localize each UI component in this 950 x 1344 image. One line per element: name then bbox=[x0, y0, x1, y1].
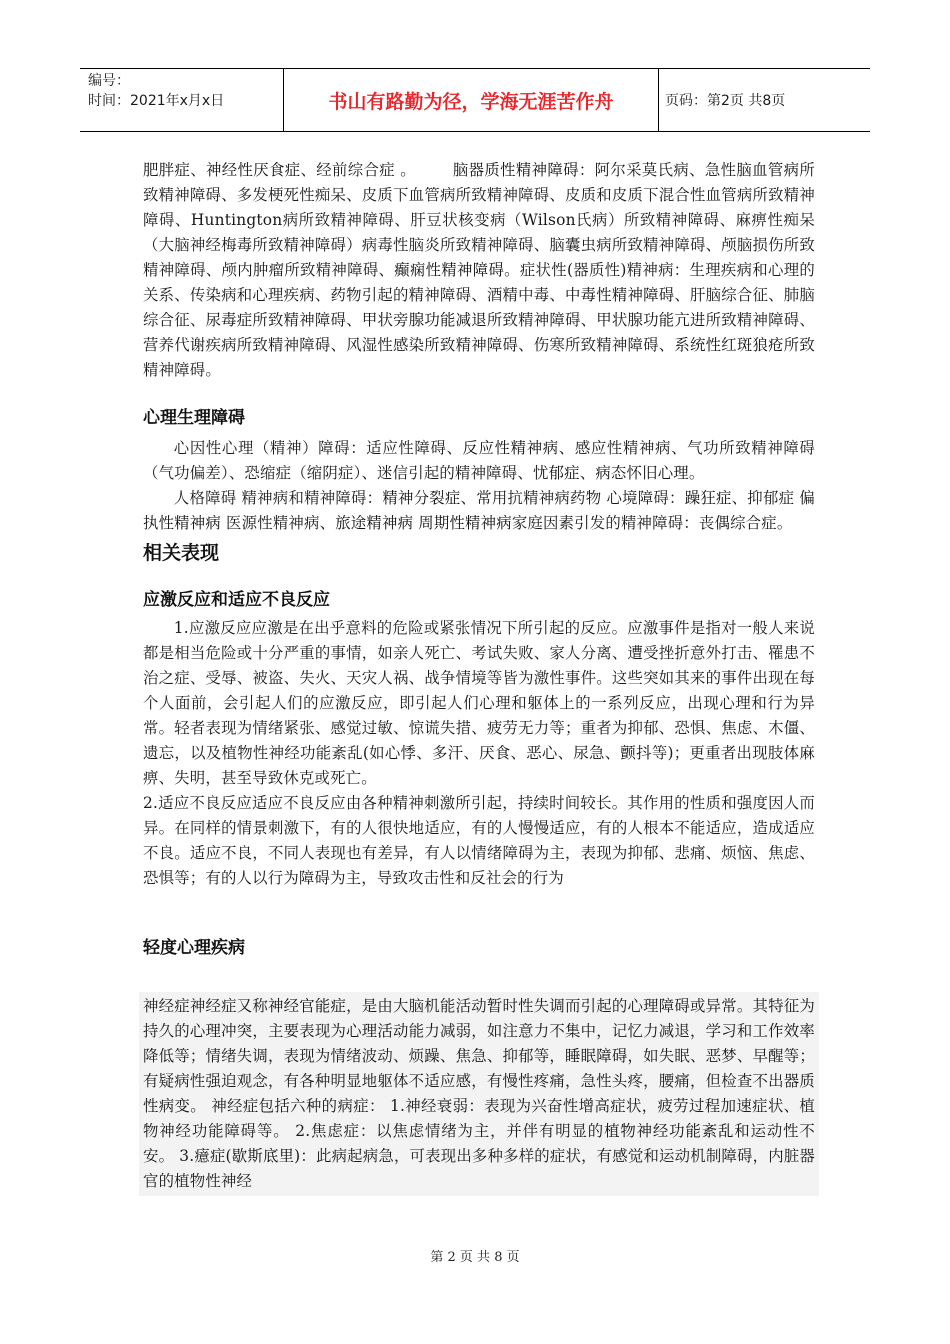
text-span: 医源性精神病、 bbox=[220, 514, 336, 532]
section-heading: 心理生理障碍 bbox=[143, 408, 245, 428]
header-page-info: 页码：第2页 共8页 bbox=[665, 93, 786, 109]
term: 尿急 bbox=[573, 744, 605, 762]
text-span: 所致精神障碍、 bbox=[486, 311, 597, 329]
term: 尿毒症 bbox=[205, 311, 253, 329]
text-span: 降低等；情绪失调，表现为情绪波动、烦躁、焦急、抑郁等， bbox=[143, 1047, 565, 1065]
term: 系统性红斑狼疮 bbox=[674, 336, 784, 354]
text-span: 和运动性不安。 3.癔症( bbox=[143, 1122, 815, 1165]
term: 工作效率 bbox=[752, 1022, 815, 1040]
text-span: 、感应性精神病、气功所致精神障碍（气功偏差）、恐缩症（缩阴症）、迷信引起的精神障碍、 bbox=[143, 439, 816, 482]
term: 恶心 bbox=[526, 744, 558, 762]
term: 神经性厌食症 bbox=[206, 161, 301, 179]
text-span: 、抑郁症 bbox=[731, 489, 800, 507]
text-span: ，主要表现为 bbox=[252, 1022, 347, 1040]
text-span: 、 bbox=[510, 744, 527, 762]
text-span: 家庭因素引发的精神障碍：丧偶综合症。 bbox=[511, 514, 793, 532]
term: 癫痫性精神障碍 bbox=[394, 261, 505, 279]
term: 脑血管病 bbox=[736, 161, 800, 179]
text-span: 人格障碍 精神病和精神障碍： bbox=[173, 489, 383, 507]
text-span: 。 神经症包括六种的病症： 1.神经衰弱：表现为兴奋性增高症状，疲劳过程加速症状、植物神经功能障碍等。 2.焦虑症：以焦虑情绪为主，并伴有明显的 bbox=[143, 1097, 815, 1140]
text-span: 、 bbox=[416, 744, 432, 762]
paragraph-neurosis bbox=[139, 992, 819, 1196]
paragraph-maladjustment: 2.适应不良反应适应不良反应由各种精神刺激所引起，持续时间较长。其作用的性质和强度因人而异。在同样的情景刺激下，有的人很快地适应，有的人慢慢适应，有的人根本不能适应，造成适应不良。适应不良，不同人表现也有差异，有人以情绪障碍为主，表现为抑郁、悲痛、烦恼、焦虑、恐惧等；有的人以行为障碍为主，导致攻击性和反社会的行为 bbox=[143, 794, 815, 887]
section-heading: 轻度心理疾病 bbox=[143, 938, 245, 958]
text-span: 、 bbox=[463, 744, 480, 762]
text-span: 能力减弱，如注意力不集中，记忆力减退，学习和 bbox=[408, 1022, 753, 1040]
text-span: 、常用抗精神病药物 心境障碍： bbox=[460, 489, 685, 507]
term: 病态怀旧心理 bbox=[595, 464, 689, 482]
paragraph-disorders bbox=[143, 158, 815, 383]
term: 多汗 bbox=[431, 744, 464, 762]
text-span: 、肝脑综合征、肺脑综合征、 bbox=[143, 286, 815, 329]
text-span: 心因性心理（精神）障碍：适应性障碍、 bbox=[173, 439, 463, 457]
text-span: ：阿尔采莫氏病、急性 bbox=[578, 161, 737, 179]
text-span: 、 bbox=[557, 744, 574, 762]
term: 忧郁症 bbox=[532, 464, 580, 482]
paragraph-psychogenic bbox=[143, 436, 815, 486]
term: 甲状旁腺功能减退 bbox=[361, 311, 487, 329]
term: 精神分裂症 bbox=[382, 489, 461, 507]
header-motto: 书山有路勤为径，学海无涯苦作舟 bbox=[283, 69, 659, 131]
section-heading: 相关表现 bbox=[143, 542, 220, 564]
term: 植物神经功能紊乱 bbox=[604, 1122, 735, 1140]
code-label: 编号： bbox=[88, 73, 130, 89]
paragraph-stress bbox=[143, 616, 815, 791]
text-span: 所致精神障碍、 bbox=[252, 311, 362, 329]
text-span: 。 bbox=[688, 464, 705, 482]
term: 甲状腺功能亢进 bbox=[596, 311, 706, 329]
main-content bbox=[143, 158, 815, 1196]
text-span: 、 bbox=[190, 161, 207, 179]
text-span: 所致精神障碍、多发梗死性痴呆、皮质下血管病所致精神障碍、皮质和皮质下混合性血管病所致精神障碍、Huntington病所致精神障碍、肝豆状核变病（Wilson氏病）所致精神障碍、麻痹性痴呆（大脑神经梅毒所致精神障碍）病毒性脑炎所致精神障碍、脑囊虫病所致精神障碍、颅脑损伤所致精神障碍、颅内肿瘤所致精神障碍、 bbox=[143, 161, 815, 279]
term: 歇斯底里 bbox=[231, 1147, 295, 1165]
term: 厌食 bbox=[479, 744, 511, 762]
term: 反应性精神病 bbox=[462, 439, 559, 457]
text-span: 、 bbox=[579, 464, 596, 482]
term: 颤抖 bbox=[620, 744, 652, 762]
term: 中毒性精神障碍 bbox=[564, 286, 675, 304]
page-footer: 第 2 页 共 8 页 bbox=[430, 1250, 520, 1265]
time-label: 时间：2021年x月x日 bbox=[88, 93, 225, 109]
term: 心理冲突 bbox=[189, 1022, 253, 1040]
term: 器质性病变 bbox=[143, 1072, 816, 1115]
text-span: ，是由大脑机能活动暂时性失调而引起的心理障碍或异常。其特征为持久的 bbox=[143, 997, 815, 1040]
text-span: )：此病起病急，可表现出多种多样的症状，有感觉和运动机制障碍，内脏器官的植物性神经 bbox=[143, 1147, 815, 1190]
term: 周期性精神病 bbox=[418, 514, 512, 532]
header-meta bbox=[80, 69, 283, 131]
term: 肥胖症 bbox=[143, 161, 191, 179]
text-span: 等)；更重者出现肢体麻痹、失明，甚至导致休克或死亡。 bbox=[143, 744, 815, 787]
text-span: 。症状性(器质性)精神病：生理疾病和心理的关系、传染病和心理疾病、药物引起的精神障碍、酒精中毒、 bbox=[143, 261, 816, 304]
term: 心悸 bbox=[384, 744, 417, 762]
text-span: 、 bbox=[604, 744, 621, 762]
term: 脑器质性精神障碍 bbox=[452, 161, 579, 179]
section-subheading: 应激反应和适应不良反应 bbox=[143, 590, 330, 610]
text-span: 神经症神经症又称 bbox=[143, 997, 269, 1015]
term: 偏执性精神病 bbox=[143, 489, 815, 532]
term: 神经官能症 bbox=[268, 997, 347, 1015]
term: 旅途精神病 bbox=[335, 514, 414, 532]
term: 躁狂症 bbox=[684, 489, 732, 507]
page-header bbox=[80, 68, 870, 132]
term: 睡眠障碍 bbox=[564, 1047, 628, 1065]
text-span: 1.应激反应应激是在出乎意料的危险或紧张情况下所引起的反应。应激事件是指对一般人来说都是相当危险或十分严重的事情，如亲人死亡、考试失败、家人分离、遭受挫折意外打击、罹患不治之症、受辱、被盗、失火、天灾人祸、战争情境等皆为激性事件。这些突如其来的事件出现在每个人面前，会引起人们的应激反应，即引起人们心理和躯体上的一系列反应，出现心理和行为异常。轻者表现为情绪紧张、感觉过敏、惊谎失措、疲劳无力等；重者为抑郁、恐惧、焦虑、木僵、遗忘，以及植物性神经功能紊乱(如 bbox=[143, 619, 815, 762]
paragraph-personality bbox=[143, 486, 815, 536]
text-span: ，如失眠、恶梦、早醒等；有疑病性强迫观念，有各种明显地躯体不适应感，有慢性疼痛，急性头疼，腰痛，但检查不出 bbox=[143, 1047, 815, 1090]
term: 心理活动 bbox=[346, 1022, 409, 1040]
text-span: 、经前综合症 。 bbox=[300, 161, 422, 179]
text-span: 所致精神障碍、营养代谢疾病所致精神障碍、风湿性感染所致精神障碍、伤寒所致精神障碍、 bbox=[143, 311, 816, 354]
text-span: 所致精神障碍。 bbox=[143, 336, 815, 379]
